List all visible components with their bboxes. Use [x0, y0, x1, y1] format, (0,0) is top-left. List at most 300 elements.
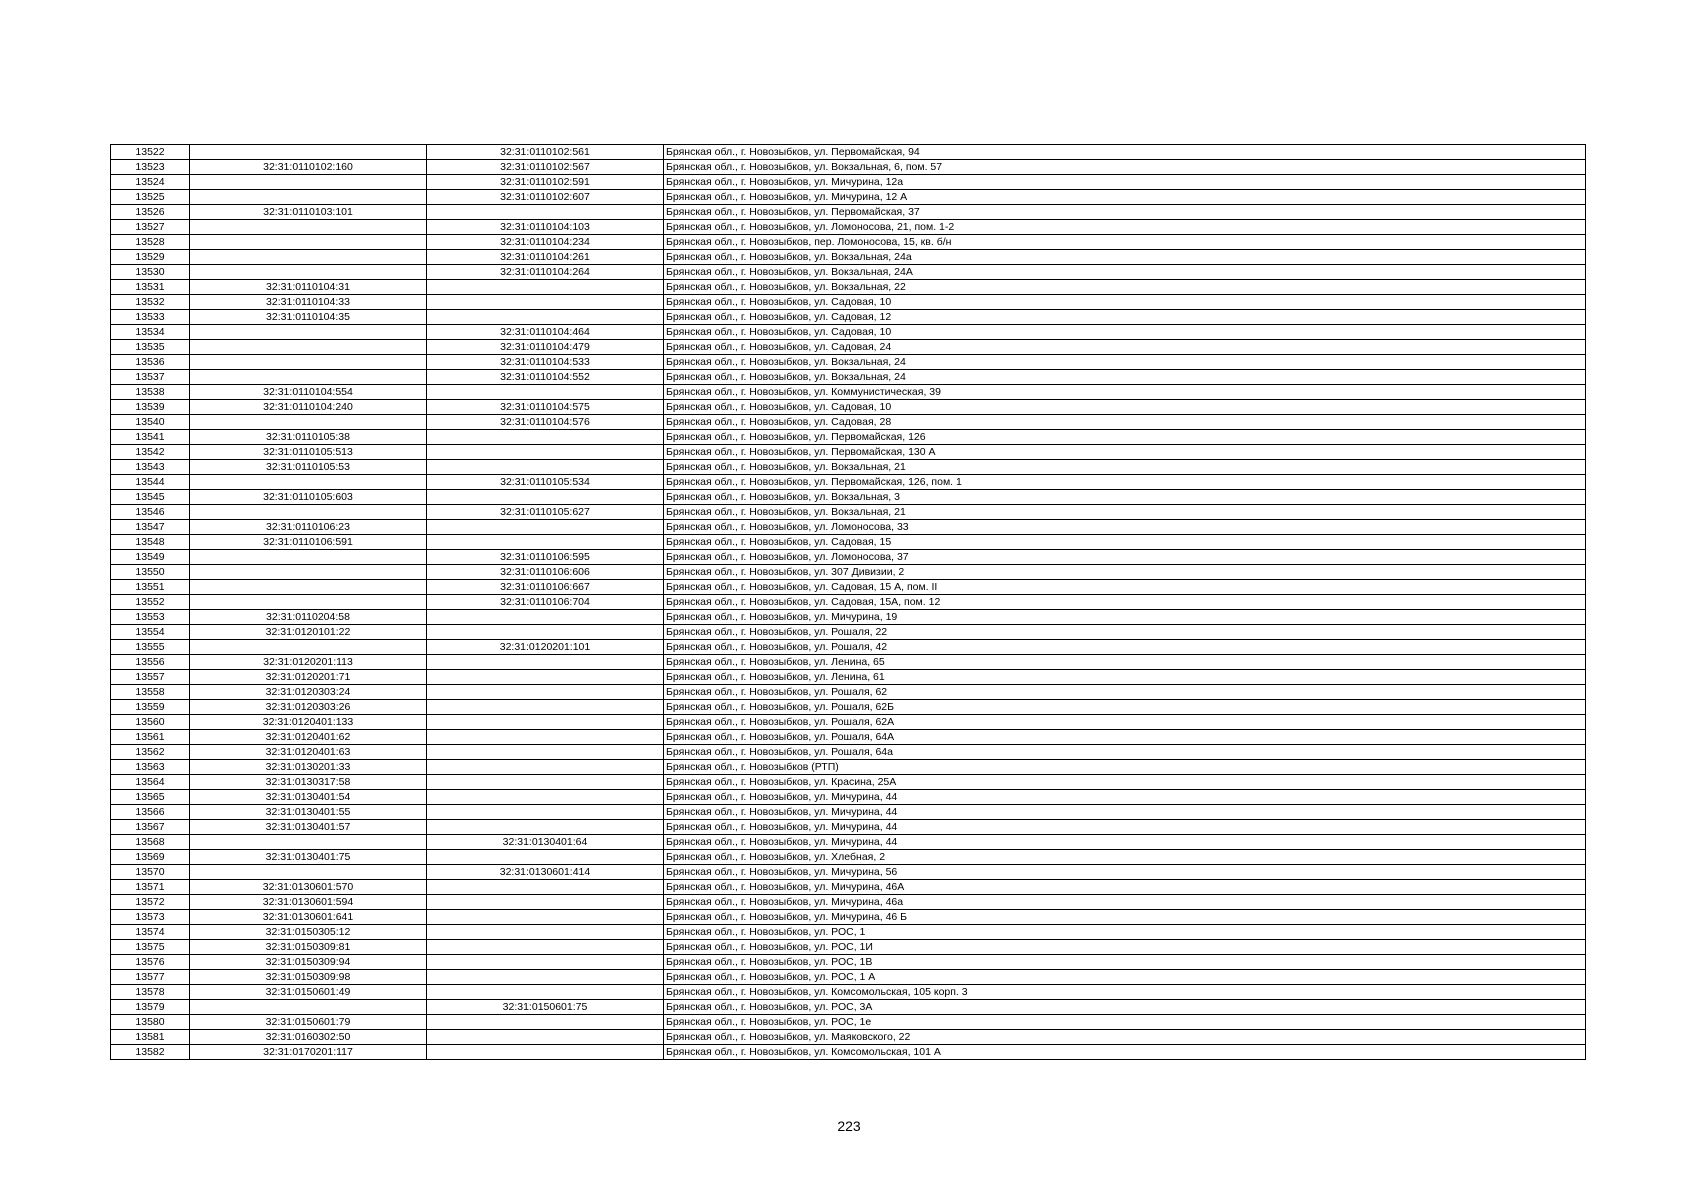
- table-row: [111, 175, 1586, 190]
- address-cell: Брянская обл., г. Новозыбков, ул. Мичурина, 12а: [664, 175, 1586, 190]
- cadastral-number-cell: 32:31:0130401:57: [190, 820, 427, 835]
- address-cell: Брянская обл., г. Новозыбков, ул. Мичурина, 12 А: [664, 190, 1586, 205]
- room-cadastral-number-cell: [427, 955, 664, 970]
- row-number-cell: 13575: [111, 940, 190, 955]
- cadastral-number-cell: [190, 550, 427, 565]
- row-number-cell: 13525: [111, 190, 190, 205]
- table-row: [111, 700, 1586, 715]
- cadastral-number-cell: 32:31:0110106:23: [190, 520, 427, 535]
- room-cadastral-number-cell: [427, 1045, 664, 1060]
- address-cell: Брянская обл., г. Новозыбков, ул. Рошаля, 62А: [664, 715, 1586, 730]
- table-row: [111, 655, 1586, 670]
- address-cell: Брянская обл., г. Новозыбков, ул. Вокзальная, 21: [664, 460, 1586, 475]
- cadastral-number-cell: 32:31:0120401:63: [190, 745, 427, 760]
- address-cell: Брянская обл., г. Новозыбков, ул. Рошаля, 62: [664, 685, 1586, 700]
- row-number-cell: 13536: [111, 355, 190, 370]
- address-cell: Брянская обл., г. Новозыбков, ул. Мичурина, 44: [664, 820, 1586, 835]
- cadastral-number-cell: 32:31:0150601:79: [190, 1015, 427, 1030]
- table-row: [111, 1030, 1586, 1045]
- row-number-cell: 13534: [111, 325, 190, 340]
- address-cell: Брянская обл., г. Новозыбков, ул. Рошаля, 64А: [664, 730, 1586, 745]
- room-cadastral-number-cell: [427, 790, 664, 805]
- row-number-cell: 13568: [111, 835, 190, 850]
- room-cadastral-number-cell: [427, 805, 664, 820]
- table-row: [111, 220, 1586, 235]
- row-number-cell: 13559: [111, 700, 190, 715]
- address-cell: Брянская обл., г. Новозыбков, ул. 307 Дивизии, 2: [664, 565, 1586, 580]
- cadastral-number-cell: [190, 265, 427, 280]
- row-number-cell: 13548: [111, 535, 190, 550]
- cadastral-number-cell: [190, 220, 427, 235]
- room-cadastral-number-cell: [427, 205, 664, 220]
- table-row: [111, 895, 1586, 910]
- address-cell: Брянская обл., г. Новозыбков, ул. РОС, 1И: [664, 940, 1586, 955]
- address-cell: Брянская обл., г. Новозыбков, ул. Мичурина, 56: [664, 865, 1586, 880]
- cadastral-number-cell: 32:31:0150309:81: [190, 940, 427, 955]
- room-cadastral-number-cell: 32:31:0110104:464: [427, 325, 664, 340]
- room-cadastral-number-cell: [427, 670, 664, 685]
- cadastral-number-cell: 32:31:0130601:570: [190, 880, 427, 895]
- address-cell: Брянская обл., г. Новозыбков, ул. Мичурина, 46А: [664, 880, 1586, 895]
- room-cadastral-number-cell: [427, 895, 664, 910]
- room-cadastral-number-cell: 32:31:0110104:576: [427, 415, 664, 430]
- row-number-cell: 13535: [111, 340, 190, 355]
- table-row: [111, 940, 1586, 955]
- room-cadastral-number-cell: 32:31:0110102:561: [427, 145, 664, 160]
- row-number-cell: 13522: [111, 145, 190, 160]
- cadastral-number-cell: [190, 235, 427, 250]
- address-cell: Брянская обл., г. Новозыбков, ул. Коммунистическая, 39: [664, 385, 1586, 400]
- row-number-cell: 13578: [111, 985, 190, 1000]
- row-number-cell: 13543: [111, 460, 190, 475]
- table-row: [111, 550, 1586, 565]
- room-cadastral-number-cell: [427, 1030, 664, 1045]
- address-cell: Брянская обл., г. Новозыбков, ул. Комсомольская, 105 корп. 3: [664, 985, 1586, 1000]
- address-cell: Брянская обл., г. Новозыбков, ул. Ломоносова, 37: [664, 550, 1586, 565]
- table-row: [111, 160, 1586, 175]
- room-cadastral-number-cell: [427, 280, 664, 295]
- room-cadastral-number-cell: 32:31:0110105:627: [427, 505, 664, 520]
- row-number-cell: 13539: [111, 400, 190, 415]
- room-cadastral-number-cell: [427, 700, 664, 715]
- room-cadastral-number-cell: [427, 445, 664, 460]
- cadastral-number-cell: [190, 565, 427, 580]
- room-cadastral-number-cell: [427, 430, 664, 445]
- room-cadastral-number-cell: 32:31:0150601:75: [427, 1000, 664, 1015]
- table-row: [111, 970, 1586, 985]
- table-row: [111, 280, 1586, 295]
- room-cadastral-number-cell: 32:31:0110102:607: [427, 190, 664, 205]
- address-cell: Брянская обл., г. Новозыбков, ул. Садовая, 15А, пом. 12: [664, 595, 1586, 610]
- cadastral-number-cell: 32:31:0110105:603: [190, 490, 427, 505]
- address-cell: Брянская обл., г. Новозыбков, ул. Рошаля, 62Б: [664, 700, 1586, 715]
- row-number-cell: 13580: [111, 1015, 190, 1030]
- room-cadastral-number-cell: 32:31:0110104:575: [427, 400, 664, 415]
- row-number-cell: 13545: [111, 490, 190, 505]
- row-number-cell: 13537: [111, 370, 190, 385]
- address-cell: Брянская обл., г. Новозыбков, ул. РОС, 1: [664, 925, 1586, 940]
- row-number-cell: 13544: [111, 475, 190, 490]
- address-cell: Брянская обл., г. Новозыбков, ул. Первомайская, 130 А: [664, 445, 1586, 460]
- row-number-cell: 13562: [111, 745, 190, 760]
- room-cadastral-number-cell: [427, 460, 664, 475]
- row-number-cell: 13572: [111, 895, 190, 910]
- address-cell: Брянская обл., г. Новозыбков, ул. Вокзальная, 3: [664, 490, 1586, 505]
- table-row: [111, 820, 1586, 835]
- room-cadastral-number-cell: [427, 820, 664, 835]
- row-number-cell: 13538: [111, 385, 190, 400]
- cadastral-number-cell: 32:31:0160302:50: [190, 1030, 427, 1045]
- room-cadastral-number-cell: [427, 685, 664, 700]
- room-cadastral-number-cell: [427, 985, 664, 1000]
- table-row: [111, 565, 1586, 580]
- row-number-cell: 13566: [111, 805, 190, 820]
- table-row: [111, 385, 1586, 400]
- address-cell: Брянская обл., г. Новозыбков, ул. Ломоносова, 21, пом. 1-2: [664, 220, 1586, 235]
- cadastral-number-cell: 32:31:0150309:98: [190, 970, 427, 985]
- address-cell: Брянская обл., г. Новозыбков, ул. Мичурина, 46а: [664, 895, 1586, 910]
- row-number-cell: 13533: [111, 310, 190, 325]
- row-number-cell: 13540: [111, 415, 190, 430]
- address-cell: Брянская обл., г. Новозыбков, ул. Первомайская, 37: [664, 205, 1586, 220]
- address-cell: Брянская обл., г. Новозыбков, ул. Красина, 25А: [664, 775, 1586, 790]
- address-cell: Брянская обл., г. Новозыбков, ул. Рошаля, 22: [664, 625, 1586, 640]
- room-cadastral-number-cell: [427, 880, 664, 895]
- row-number-cell: 13557: [111, 670, 190, 685]
- cadastral-number-cell: 32:31:0120101:22: [190, 625, 427, 640]
- cadastral-number-cell: [190, 250, 427, 265]
- table-row: [111, 640, 1586, 655]
- table-row: [111, 805, 1586, 820]
- room-cadastral-number-cell: [427, 910, 664, 925]
- table-row: [111, 985, 1586, 1000]
- room-cadastral-number-cell: 32:31:0130401:64: [427, 835, 664, 850]
- room-cadastral-number-cell: 32:31:0110104:552: [427, 370, 664, 385]
- row-number-cell: 13574: [111, 925, 190, 940]
- table-row: [111, 535, 1586, 550]
- table-row: [111, 910, 1586, 925]
- table-row: [111, 325, 1586, 340]
- address-cell: Брянская обл., г. Новозыбков, ул. Садовая, 12: [664, 310, 1586, 325]
- address-cell: Брянская обл., г. Новозыбков, ул. Садовая, 28: [664, 415, 1586, 430]
- cadastral-number-cell: 32:31:0130601:641: [190, 910, 427, 925]
- address-cell: Брянская обл., г. Новозыбков, ул. Садовая, 10: [664, 400, 1586, 415]
- room-cadastral-number-cell: 32:31:0110104:103: [427, 220, 664, 235]
- table-row: [111, 1000, 1586, 1015]
- row-number-cell: 13563: [111, 760, 190, 775]
- table-row: [111, 1045, 1586, 1060]
- cadastral-number-cell: 32:31:0110105:53: [190, 460, 427, 475]
- address-cell: Брянская обл., г. Новозыбков, ул. Ленина, 65: [664, 655, 1586, 670]
- row-number-cell: 13560: [111, 715, 190, 730]
- address-cell: Брянская обл., г. Новозыбков, ул. Садовая, 24: [664, 340, 1586, 355]
- cadastral-number-cell: 32:31:0130201:33: [190, 760, 427, 775]
- row-number-cell: 13564: [111, 775, 190, 790]
- cadastral-number-cell: 32:31:0110104:554: [190, 385, 427, 400]
- cadastral-number-cell: 32:31:0130401:75: [190, 850, 427, 865]
- row-number-cell: 13553: [111, 610, 190, 625]
- table-row: [111, 490, 1586, 505]
- room-cadastral-number-cell: [427, 385, 664, 400]
- table-row: [111, 460, 1586, 475]
- room-cadastral-number-cell: [427, 925, 664, 940]
- address-cell: Брянская обл., г. Новозыбков, ул. Ломоносова, 33: [664, 520, 1586, 535]
- row-number-cell: 13529: [111, 250, 190, 265]
- row-number-cell: 13582: [111, 1045, 190, 1060]
- row-number-cell: 13565: [111, 790, 190, 805]
- table-row: [111, 355, 1586, 370]
- address-cell: Брянская обл., г. Новозыбков, ул. Вокзальная, 22: [664, 280, 1586, 295]
- address-cell: Брянская обл., г. Новозыбков, ул. РОС, 3А: [664, 1000, 1586, 1015]
- cadastral-table: [110, 144, 1586, 1060]
- room-cadastral-number-cell: 32:31:0110104:264: [427, 265, 664, 280]
- cadastral-number-cell: 32:31:0150601:49: [190, 985, 427, 1000]
- table-row: [111, 265, 1586, 280]
- room-cadastral-number-cell: [427, 745, 664, 760]
- room-cadastral-number-cell: [427, 310, 664, 325]
- table-row: [111, 775, 1586, 790]
- table-row: [111, 445, 1586, 460]
- row-number-cell: 13541: [111, 430, 190, 445]
- table-row: [111, 580, 1586, 595]
- table-row: [111, 685, 1586, 700]
- table-row: [111, 670, 1586, 685]
- row-number-cell: 13558: [111, 685, 190, 700]
- row-number-cell: 13524: [111, 175, 190, 190]
- table-row: [111, 295, 1586, 310]
- address-cell: Брянская обл., г. Новозыбков, ул. Вокзальная, 24: [664, 355, 1586, 370]
- cadastral-number-cell: [190, 505, 427, 520]
- table-row: [111, 475, 1586, 490]
- room-cadastral-number-cell: [427, 490, 664, 505]
- cadastral-number-cell: 32:31:0170201:117: [190, 1045, 427, 1060]
- address-cell: Брянская обл., г. Новозыбков, ул. Мичурина, 44: [664, 790, 1586, 805]
- room-cadastral-number-cell: [427, 520, 664, 535]
- row-number-cell: 13556: [111, 655, 190, 670]
- address-cell: Брянская обл., г. Новозыбков, ул. Садовая, 10: [664, 325, 1586, 340]
- cadastral-number-cell: 32:31:0120201:71: [190, 670, 427, 685]
- row-number-cell: 13569: [111, 850, 190, 865]
- cadastral-number-cell: 32:31:0110105:38: [190, 430, 427, 445]
- room-cadastral-number-cell: [427, 535, 664, 550]
- row-number-cell: 13549: [111, 550, 190, 565]
- cadastral-number-cell: 32:31:0130601:594: [190, 895, 427, 910]
- table-row: [111, 595, 1586, 610]
- row-number-cell: 13547: [111, 520, 190, 535]
- table-row: [111, 235, 1586, 250]
- address-cell: Брянская обл., г. Новозыбков, ул. Мичурина, 46 Б: [664, 910, 1586, 925]
- row-number-cell: 13573: [111, 910, 190, 925]
- table-row: [111, 880, 1586, 895]
- table-row: [111, 625, 1586, 640]
- cadastral-number-cell: [190, 835, 427, 850]
- room-cadastral-number-cell: 32:31:0110106:595: [427, 550, 664, 565]
- table-row: [111, 310, 1586, 325]
- address-cell: Брянская обл., г. Новозыбков, ул. Мичурина, 44: [664, 835, 1586, 850]
- cadastral-number-cell: [190, 865, 427, 880]
- table-row: [111, 865, 1586, 880]
- row-number-cell: 13571: [111, 880, 190, 895]
- room-cadastral-number-cell: 32:31:0110106:704: [427, 595, 664, 610]
- table-row: [111, 835, 1586, 850]
- cadastral-number-cell: 32:31:0130401:55: [190, 805, 427, 820]
- room-cadastral-number-cell: [427, 625, 664, 640]
- cadastral-number-cell: 32:31:0110102:160: [190, 160, 427, 175]
- row-number-cell: 13542: [111, 445, 190, 460]
- row-number-cell: 13581: [111, 1030, 190, 1045]
- table-row: [111, 760, 1586, 775]
- address-cell: Брянская обл., г. Новозыбков, ул. Садовая, 15: [664, 535, 1586, 550]
- address-cell: Брянская обл., г. Новозыбков, ул. Рошаля, 42: [664, 640, 1586, 655]
- room-cadastral-number-cell: 32:31:0110104:533: [427, 355, 664, 370]
- cadastral-number-cell: 32:31:0150309:94: [190, 955, 427, 970]
- address-cell: Брянская обл., г. Новозыбков, ул. Маяковского, 22: [664, 1030, 1586, 1045]
- address-cell: Брянская обл., г. Новозыбков, ул. Первомайская, 126: [664, 430, 1586, 445]
- address-cell: Брянская обл., г. Новозыбков, ул. Хлебная, 2: [664, 850, 1586, 865]
- room-cadastral-number-cell: 32:31:0110105:534: [427, 475, 664, 490]
- address-cell: Брянская обл., г. Новозыбков, пер. Ломоносова, 15, кв. б/н: [664, 235, 1586, 250]
- address-cell: Брянская обл., г. Новозыбков, ул. Вокзальная, 21: [664, 505, 1586, 520]
- room-cadastral-number-cell: [427, 295, 664, 310]
- cadastral-number-cell: 32:31:0110106:591: [190, 535, 427, 550]
- row-number-cell: 13576: [111, 955, 190, 970]
- address-cell: Брянская обл., г. Новозыбков (РТП): [664, 760, 1586, 775]
- address-cell: Брянская обл., г. Новозыбков, ул. Вокзальная, 24А: [664, 265, 1586, 280]
- address-cell: Брянская обл., г. Новозыбков, ул. Мичурина, 44: [664, 805, 1586, 820]
- cadastral-number-cell: [190, 1000, 427, 1015]
- room-cadastral-number-cell: 32:31:0110102:567: [427, 160, 664, 175]
- table-row: [111, 400, 1586, 415]
- address-cell: Брянская обл., г. Новозыбков, ул. Комсомольская, 101 А: [664, 1045, 1586, 1060]
- row-number-cell: 13531: [111, 280, 190, 295]
- table-row: [111, 520, 1586, 535]
- cadastral-number-cell: [190, 415, 427, 430]
- row-number-cell: 13528: [111, 235, 190, 250]
- row-number-cell: 13577: [111, 970, 190, 985]
- room-cadastral-number-cell: [427, 730, 664, 745]
- table-row: [111, 340, 1586, 355]
- table-row: [111, 370, 1586, 385]
- cadastral-number-cell: 32:31:0130401:54: [190, 790, 427, 805]
- address-cell: Брянская обл., г. Новозыбков, ул. РОС, 1В: [664, 955, 1586, 970]
- row-number-cell: 13532: [111, 295, 190, 310]
- row-number-cell: 13546: [111, 505, 190, 520]
- row-number-cell: 13527: [111, 220, 190, 235]
- cadastral-number-cell: 32:31:0130317:58: [190, 775, 427, 790]
- address-cell: Брянская обл., г. Новозыбков, ул. Первомайская, 126, пом. 1: [664, 475, 1586, 490]
- address-cell: Брянская обл., г. Новозыбков, ул. Рошаля, 64а: [664, 745, 1586, 760]
- cadastral-number-cell: [190, 370, 427, 385]
- cadastral-number-cell: [190, 355, 427, 370]
- cadastral-number-cell: [190, 475, 427, 490]
- table-row: [111, 925, 1586, 940]
- row-number-cell: 13561: [111, 730, 190, 745]
- row-number-cell: 13570: [111, 865, 190, 880]
- table-row: [111, 730, 1586, 745]
- row-number-cell: 13552: [111, 595, 190, 610]
- row-number-cell: 13554: [111, 625, 190, 640]
- cadastral-number-cell: 32:31:0110104:35: [190, 310, 427, 325]
- room-cadastral-number-cell: 32:31:0120201:101: [427, 640, 664, 655]
- address-cell: Брянская обл., г. Новозыбков, ул. Садовая, 10: [664, 295, 1586, 310]
- cadastral-number-cell: 32:31:0120201:113: [190, 655, 427, 670]
- table-row: [111, 145, 1586, 160]
- table-row: [111, 190, 1586, 205]
- row-number-cell: 13579: [111, 1000, 190, 1015]
- room-cadastral-number-cell: [427, 1015, 664, 1030]
- table-row: [111, 430, 1586, 445]
- row-number-cell: 13550: [111, 565, 190, 580]
- address-cell: Брянская обл., г. Новозыбков, ул. Ленина, 61: [664, 670, 1586, 685]
- address-cell: Брянская обл., г. Новозыбков, ул. Садовая, 15 А, пом. II: [664, 580, 1586, 595]
- row-number-cell: 13526: [111, 205, 190, 220]
- table-body: [111, 145, 1586, 1060]
- cadastral-number-cell: 32:31:0110103:101: [190, 205, 427, 220]
- cadastral-number-cell: 32:31:0110105:513: [190, 445, 427, 460]
- row-number-cell: 13551: [111, 580, 190, 595]
- cadastral-number-cell: 32:31:0150305:12: [190, 925, 427, 940]
- room-cadastral-number-cell: 32:31:0110104:261: [427, 250, 664, 265]
- room-cadastral-number-cell: 32:31:0110102:591: [427, 175, 664, 190]
- cadastral-number-cell: 32:31:0110104:31: [190, 280, 427, 295]
- cadastral-number-cell: [190, 325, 427, 340]
- room-cadastral-number-cell: 32:31:0110104:234: [427, 235, 664, 250]
- cadastral-number-cell: 32:31:0120401:133: [190, 715, 427, 730]
- table-row: [111, 505, 1586, 520]
- cadastral-number-cell: [190, 175, 427, 190]
- room-cadastral-number-cell: [427, 715, 664, 730]
- cadastral-number-cell: [190, 640, 427, 655]
- cadastral-number-cell: [190, 340, 427, 355]
- room-cadastral-number-cell: [427, 970, 664, 985]
- cadastral-number-cell: [190, 145, 427, 160]
- room-cadastral-number-cell: [427, 610, 664, 625]
- table-row: [111, 790, 1586, 805]
- row-number-cell: 13555: [111, 640, 190, 655]
- address-cell: Брянская обл., г. Новозыбков, ул. Вокзальная, 6, пом. 57: [664, 160, 1586, 175]
- page-number: 223: [837, 1118, 861, 1134]
- row-number-cell: 13523: [111, 160, 190, 175]
- table-row: [111, 250, 1586, 265]
- address-cell: Брянская обл., г. Новозыбков, ул. Вокзальная, 24: [664, 370, 1586, 385]
- room-cadastral-number-cell: 32:31:0110106:606: [427, 565, 664, 580]
- cadastral-number-cell: 32:31:0110104:240: [190, 400, 427, 415]
- address-cell: Брянская обл., г. Новозыбков, ул. РОС, 1е: [664, 1015, 1586, 1030]
- cadastral-number-cell: [190, 190, 427, 205]
- room-cadastral-number-cell: 32:31:0110104:479: [427, 340, 664, 355]
- room-cadastral-number-cell: [427, 775, 664, 790]
- row-number-cell: 13530: [111, 265, 190, 280]
- row-number-cell: 13567: [111, 820, 190, 835]
- address-cell: Брянская обл., г. Новозыбков, ул. Вокзальная, 24а: [664, 250, 1586, 265]
- room-cadastral-number-cell: [427, 760, 664, 775]
- cadastral-number-cell: [190, 580, 427, 595]
- cadastral-number-cell: 32:31:0110204:58: [190, 610, 427, 625]
- room-cadastral-number-cell: [427, 940, 664, 955]
- cadastral-number-cell: 32:31:0110104:33: [190, 295, 427, 310]
- cadastral-number-cell: [190, 595, 427, 610]
- address-cell: Брянская обл., г. Новозыбков, ул. Первомайская, 94: [664, 145, 1586, 160]
- table-row: [111, 415, 1586, 430]
- table-row: [111, 850, 1586, 865]
- table-row: [111, 610, 1586, 625]
- cadastral-number-cell: 32:31:0120303:26: [190, 700, 427, 715]
- table-row: [111, 955, 1586, 970]
- table-row: [111, 745, 1586, 760]
- address-cell: Брянская обл., г. Новозыбков, ул. РОС, 1 А: [664, 970, 1586, 985]
- table-row: [111, 1015, 1586, 1030]
- table-row: [111, 715, 1586, 730]
